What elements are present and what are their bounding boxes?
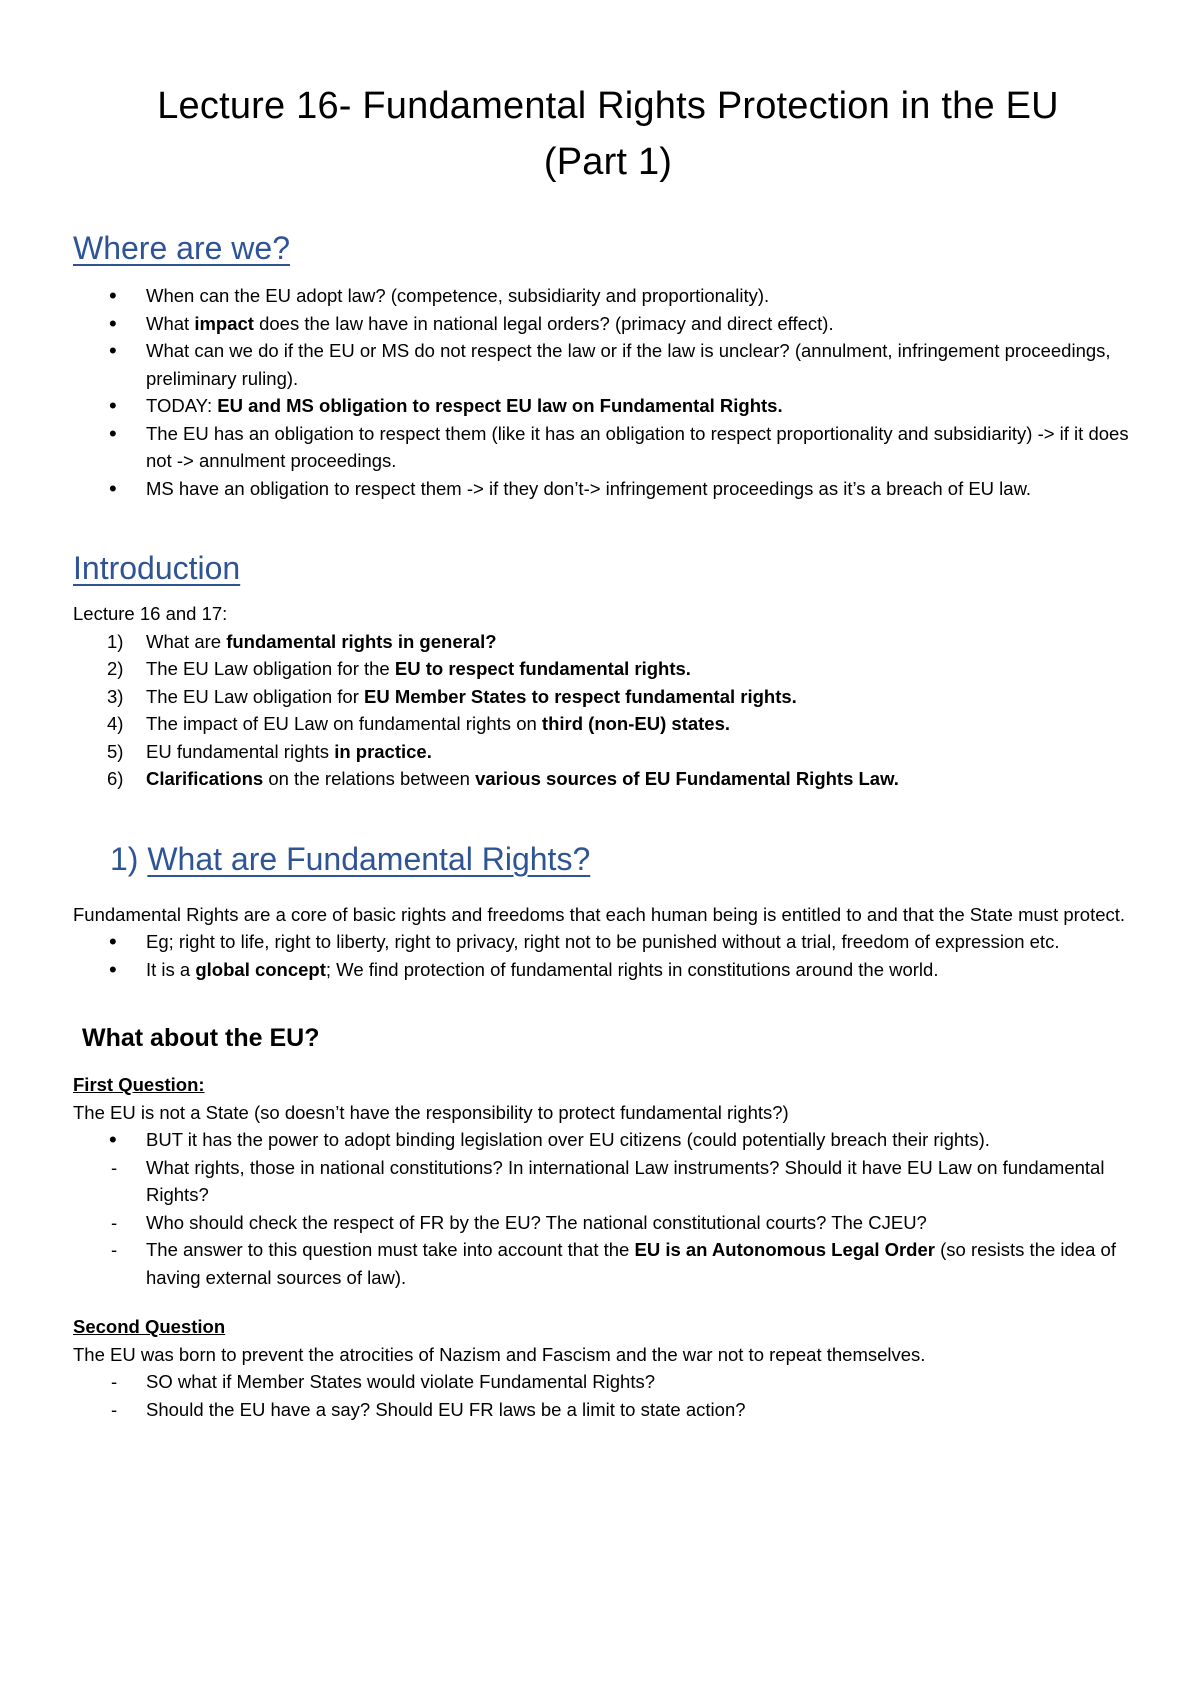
list-item: - The answer to this question must take into account that the EU is an Autonomous Legal Order (so resists the idea of having external sources of law).	[73, 1236, 1143, 1291]
list-item: • What impact does the law have in national legal orders? (primacy and direct effect).	[73, 310, 1143, 338]
list-item: • The EU has an obligation to respect them (like it has an obligation to respect proportionality and subsidiarity) -> if it does not -> annulment proceedings.	[73, 420, 1143, 475]
intro-list	[73, 628, 1143, 793]
list-item: 4) The impact of EU Law on fundamental rights on third (non-EU) states.	[107, 713, 731, 734]
list-item: 6) Clarifications on the relations between various sources of EU Fundamental Rights Law.	[107, 768, 899, 789]
list-item: - Should the EU have a say? Should EU FR laws be a limit to state action?	[73, 1396, 1143, 1424]
document-body	[73, 78, 1143, 1423]
list-item: 3) The EU Law obligation for EU Member States to respect fundamental rights.	[107, 685, 797, 707]
heading-what-about-the-eu: What about the EU?	[82, 1024, 320, 1052]
list-item: • TODAY: EU and MS obligation to respect EU law on Fundamental Rights.	[73, 392, 1143, 420]
list-item: 1) What are fundamental rights in general?	[107, 630, 497, 652]
first-question-bullets	[73, 1126, 1143, 1154]
first-question-dashes	[73, 1154, 1143, 1292]
list-item: • MS have an obligation to respect them -> if they don’t-> infringement proceedings as it’s a breach of EU law.	[73, 475, 1143, 503]
intro-lead: Lecture 16 and 17:	[73, 603, 228, 624]
list-item: - Who should check the respect of FR by the EU? The national constitutional courts? The CJEU?	[73, 1209, 1143, 1237]
list-item: • When can the EU adopt law? (competence, subsidiarity and proportionality).	[73, 282, 1143, 310]
first-question-text: The EU is not a State (so doesn’t have the responsibility to protect fundamental rights?)	[73, 1101, 789, 1123]
list-item: - SO what if Member States would violate Fundamental Rights?	[73, 1368, 1143, 1396]
section1-paragraph: Fundamental Rights are a core of basic rights and freedoms that each human being is entitled to and that the State must protect.	[73, 903, 1126, 925]
section1-list	[73, 928, 1143, 983]
second-question-dashes	[73, 1368, 1143, 1423]
list-item: 5) EU fundamental rights in practice.	[107, 740, 432, 762]
second-question-label: Second Question	[73, 1316, 226, 1337]
title-line-2: (Part 1)	[543, 141, 673, 183]
list-item: - What rights, those in national constitutions? In international Law instruments? Should it have EU Law on fundamental Rights?	[73, 1154, 1143, 1209]
list-item: • BUT it has the power to adopt binding legislation over EU citizens (could potentially breach their rights).	[73, 1126, 1143, 1154]
heading-introduction: Introduction	[73, 550, 241, 586]
list-item: • Eg; right to life, right to liberty, right to privacy, right not to be punished without a trial, freedom of expression etc.	[73, 928, 1143, 956]
where-list	[73, 282, 1143, 502]
list-item: 2) The EU Law obligation for the EU to respect fundamental rights.	[107, 658, 691, 679]
heading-where-are-we: Where are we?	[73, 230, 290, 266]
first-question-label: First Question:	[73, 1074, 205, 1095]
list-item: • It is a global concept; We find protection of fundamental rights in constitutions around the world.	[73, 956, 1143, 984]
heading-what-are-fundamental-rights: 1) What are Fundamental Rights?	[110, 840, 591, 877]
list-item: • What can we do if the EU or MS do not respect the law or if the law is unclear? (annulment, infringement proceedings, preliminary ruling).	[73, 337, 1143, 392]
second-question-text: The EU was born to prevent the atrocities of Nazism and Fascism and the war not to repeat themselves.	[73, 1343, 926, 1365]
document-title	[73, 78, 1143, 190]
title-line-1: Lecture 16- Fundamental Rights Protection in the EU	[157, 85, 1059, 127]
